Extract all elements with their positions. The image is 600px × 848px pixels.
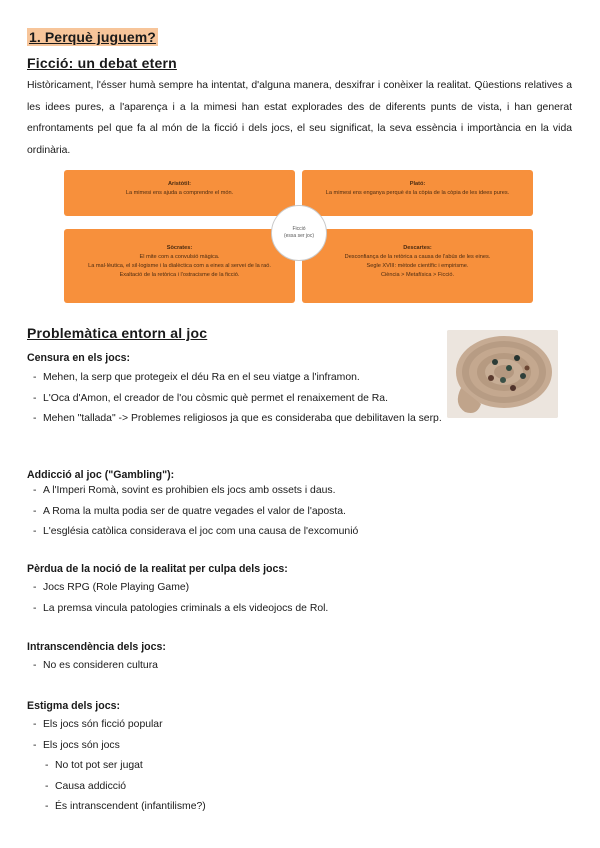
list-item: - Els jocs són jocs xyxy=(33,736,563,757)
mehen-board-photo xyxy=(447,330,558,418)
socrates-line-1: El mite com a convulsió màgica. xyxy=(139,254,220,260)
list-item: - Els jocs són ficció popular xyxy=(33,715,563,736)
box-descartes xyxy=(302,229,533,303)
addiccio-list xyxy=(33,481,563,543)
center-circle-ficcio xyxy=(271,205,327,261)
intro-paragraph: Històricament, l'ésser humà sempre ha intentat, d'alguna manera, desxifrar i conèixer la realitat. Qüestions relatives a les idees pures, a l'aparença i a la mimesi han estat explorades des de diferents punts de vista, i han generat enfrontaments pel que fa al món de la ficció i dels jocs, el seu significat, la seva essència i importància en la vida ordinària. xyxy=(27,80,572,156)
plato-name: Plató: xyxy=(409,181,426,187)
list-item: - És intranscendent (infantilisme?) xyxy=(45,797,545,818)
list-item: - Jocs RPG (Role Playing Game) xyxy=(33,578,563,599)
aristotil-text: La mimesi ens ajuda a comprendre el món. xyxy=(125,190,234,196)
intranscendencia-list xyxy=(33,656,563,677)
estigma-sublist xyxy=(45,756,545,818)
center-sublabel: (essa ser joc) xyxy=(283,233,314,239)
box-plato xyxy=(302,170,533,216)
list-item: - La premsa vincula patologies criminals a els videojocs de Rol. xyxy=(33,599,563,620)
list-item: - No es consideren cultura xyxy=(33,656,563,677)
estigma-heading: Estigma dels jocs: xyxy=(27,700,121,712)
list-item: - Mehen, la serp que protegeix el déu Ra en el seu viatge a l'inframon. xyxy=(33,368,433,389)
mehen-board-icon xyxy=(447,330,558,418)
philosophers-diagram xyxy=(64,170,533,303)
list-item: - Causa addicció xyxy=(45,777,545,798)
perdua-list xyxy=(33,578,563,619)
center-label: Ficció xyxy=(292,226,306,232)
socrates-line-3: Exaltació de la retòrica i l'ostracisme de la ficció. xyxy=(119,272,240,278)
box-aristotil xyxy=(64,170,295,216)
descartes-line-2: Segle XVIII: mètode científic i empirisme. xyxy=(366,263,469,269)
section-heading-ficcio: Ficció: un debat etern xyxy=(27,55,177,71)
list-item: - A l'Imperi Romà, sovint es prohibien els jocs amb ossets i daus. xyxy=(33,481,563,502)
list-item: - L'església catòlica considerava el joc com una causa de l'excomunió xyxy=(33,522,563,543)
descartes-name: Descartes: xyxy=(403,245,432,251)
aristotil-name: Aristòtil: xyxy=(168,181,191,187)
estigma-list xyxy=(33,715,563,756)
socrates-name: Sòcrates: xyxy=(166,245,193,251)
socrates-line-2: La mal·lèutica, el sil·logisme i la dialèctica com a eines al servei de la raó. xyxy=(88,263,271,269)
page-title: 1. Perquè juguem? xyxy=(29,29,156,45)
censura-heading: Censura en els jocs: xyxy=(27,352,131,364)
intranscendencia-heading: Intranscendència dels jocs: xyxy=(27,641,166,653)
censura-list xyxy=(33,368,442,430)
addiccio-heading: Addicció al joc ("Gambling"): xyxy=(27,469,175,481)
section-heading-problematica: Problemàtica entorn al joc xyxy=(27,325,208,341)
list-item: - Mehen "tallada" -> Problemes religiosos ja que es consideraba que debilitaven la serp. xyxy=(33,409,463,430)
descartes-line-3: Ciència > Metafísica > Ficció. xyxy=(380,272,455,278)
box-socrates xyxy=(64,229,295,303)
plato-text: La mimesi ens enganya perquè és la còpia de la còpia de les idees pures. xyxy=(325,190,510,196)
list-item: - L'Oca d'Amon, el creador de l'ou còsmic què permet el renaixement de Ra. xyxy=(33,389,433,410)
perdua-heading: Pèrdua de la noció de la realitat per culpa dels jocs: xyxy=(27,563,288,575)
list-item: - A Roma la multa podia ser de quatre vegades el valor de l'aposta. xyxy=(33,502,563,523)
list-item: - No tot pot ser jugat xyxy=(45,756,545,777)
descartes-line-1: Desconfiança de la retòrica a causa de l'abús de les eines. xyxy=(344,254,491,260)
